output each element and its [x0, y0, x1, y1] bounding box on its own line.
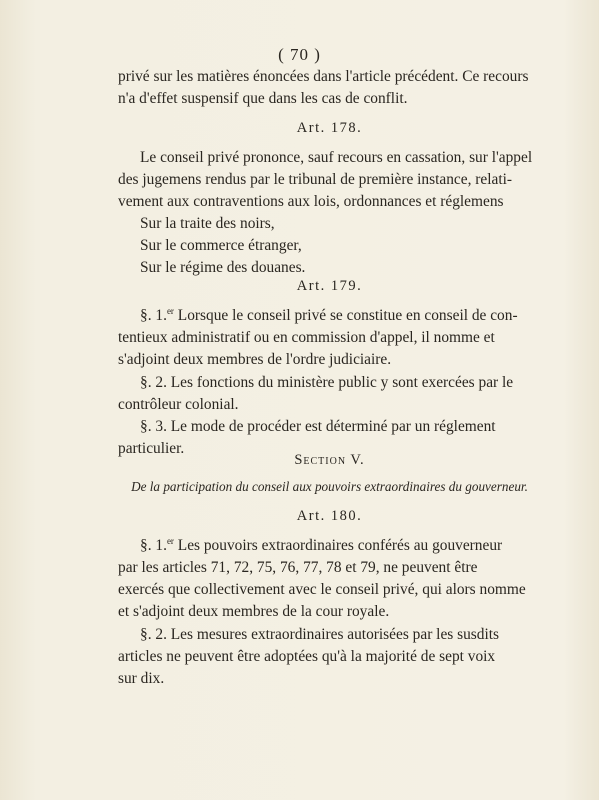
article-178-body: [118, 147, 541, 279]
superscript: er: [166, 306, 174, 316]
section-mark: §. 1.: [140, 307, 167, 324]
article-179-para-1: [118, 305, 541, 371]
text-line: par les articles 71, 72, 75, 76, 77, 78 et 79, ne peuvent être: [118, 559, 478, 576]
text-fragment: Les pouvoirs extraordinaires conférés au gouverneur: [177, 537, 503, 554]
text-line: exercés que collectivement avec le conseil privé, qui alors nomme: [118, 581, 526, 598]
article-178-heading: Art. 178.: [296, 120, 363, 136]
text-line: sur dix.: [118, 670, 165, 687]
text-fragment: Lorsque le conseil privé se constitue en conseil de con-: [177, 307, 518, 324]
text-line: [118, 305, 541, 327]
text-line: privé sur les matières énoncées dans l'article précédent. Ce recours: [118, 68, 529, 85]
text-line: [118, 535, 541, 557]
text-line: Le conseil privé prononce, sauf recours en cassation, sur l'appel: [140, 149, 533, 166]
text-line: particulier.: [118, 440, 185, 457]
article-179-heading: Art. 179.: [296, 278, 363, 294]
text-line: et s'adjoint deux membres de la cour royale.: [118, 603, 390, 620]
section-subtitle: De la participation du conseil aux pouvoirs extraordinaires du gouverneur.: [131, 479, 528, 494]
text-line: §. 2. Les fonctions du ministère public y sont exercées par le: [140, 374, 514, 391]
article-180-para-2: [118, 624, 541, 690]
text-line: des jugemens rendus par le tribunal de première instance, relati-: [118, 171, 513, 188]
article-180-para-1: [118, 535, 541, 623]
text-line: tentieux administratif ou en commission d'appel, il nomme et: [118, 329, 495, 346]
page-number: ( 70 ): [278, 45, 321, 64]
text-line: articles ne peuvent être adoptées qu'à la majorité de sept voix: [118, 648, 496, 665]
text-line: vement aux contraventions aux lois, ordonnances et réglemens: [118, 193, 504, 210]
article-179-para-2: [118, 372, 541, 416]
text-line: contrôleur colonial.: [118, 396, 239, 413]
article-180-heading: Art. 180.: [296, 508, 363, 524]
section-heading: Section V.: [294, 452, 365, 468]
text-line: §. 2. Les mesures extraordinaires autorisées par les susdits: [140, 626, 500, 643]
list-item: Sur la traite des noirs,: [140, 215, 275, 232]
section-mark: §. 1.: [140, 537, 167, 554]
text-line: n'a d'effet suspensif que dans les cas de conflit.: [118, 90, 408, 107]
superscript: er: [166, 536, 174, 546]
paragraph-continuation: [118, 66, 541, 110]
list-item: Sur le commerce étranger,: [140, 237, 302, 254]
text-line: §. 3. Le mode de procéder est déterminé par un réglement: [140, 418, 496, 435]
text-line: s'adjoint deux membres de l'ordre judiciaire.: [118, 351, 392, 368]
list-item: Sur le régime des douanes.: [140, 259, 306, 276]
